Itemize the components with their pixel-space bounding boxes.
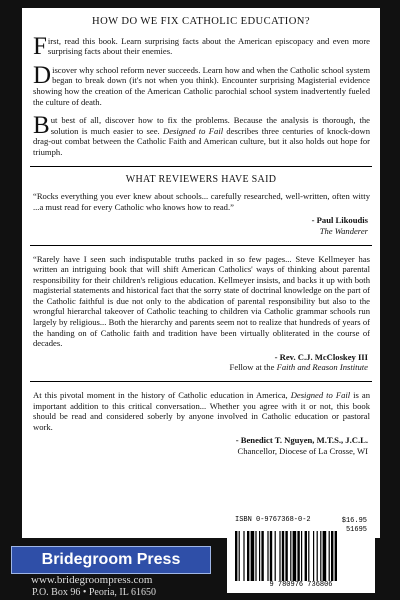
review-quote: At this pivotal moment in the history of Catholic education in America, Designed to Fail is an important addition to this critical conversation... Whether you agree with it or not, this book should be read and considered soberly by anyone involved in Catholic education or pastoral work.: [33, 390, 370, 432]
book-title: Designed to Fail: [162, 125, 224, 136]
review-3: [22, 390, 380, 457]
reviewer-affiliation: Fellow at the Faith and Reason Institute: [229, 362, 368, 373]
drop-cap: D: [33, 61, 52, 89]
divider: [30, 166, 372, 167]
intro-paragraph-1: First, read this book. Learn surprising facts about the American episcopacy and even more surprising facts about their enemies.: [33, 32, 370, 60]
intro-paragraph-2: Discover why school reform never succeeds. Learn how and when the Catholic school system began to break down (it's not when you think). Encounter surprising Magisterial evidence showing how the creation of the American Catholic parochial school system inadvertently fueled the culture of death.: [33, 61, 370, 107]
text-panel: [22, 8, 380, 538]
review-2: [22, 254, 380, 374]
price-label: $16.95: [341, 517, 367, 525]
publisher-logo: Bridegroom Press: [11, 546, 211, 574]
addon-number: 51695: [345, 526, 367, 534]
reviewer-name: - Benedict T. Nguyen, M.T.S., J.C.L.: [235, 435, 368, 446]
reviewer-affiliation: The Wanderer: [319, 225, 368, 236]
reviewer-name: - Paul Likoudis: [311, 215, 368, 226]
barcode-number: 9 780976 736806: [269, 581, 333, 589]
intro-paragraph-3: But best of all, discover how to fix the problems. Because the analysis is thorough, the solution is much easier to see. Designed to Fail describes three centuries of knock-down drag-out combat between the Catholic Faith and American culture, but it also holds out hope for triumph.: [33, 112, 370, 157]
isbn-label: ISBN 0-9767368-0-2: [235, 516, 311, 524]
divider: [30, 381, 372, 382]
barcode-area: [227, 513, 375, 593]
publisher-address: P.O. Box 96 • Peoria, IL 61650: [32, 587, 156, 598]
barcode-icon: [235, 531, 367, 581]
reviewers-heading: WHAT REVIEWERS HAVE SAID: [125, 173, 277, 185]
review-1: [22, 191, 380, 236]
reviewer-name: - Rev. C.J. McCloskey III: [274, 351, 368, 362]
review-quote: “Rarely have I seen such indisputable truths packed in so few pages... Steve Kellmeyer has written an intriguing book that will shift American Catholics' ways of thinking about parental responsibility for their children's religious education. Kellmeyer insists, and backs it up with both magisterial statements and historical fact that the sorry state of doctrinal knowledge on the part of the Catholic faithful is due not only to the abdication of parental responsibility but also to the wrongful hierarchal takeover of Catholic teaching to children via Catholic grammar schools run largely by religious... Both the hierarchy and parents seem not to realize that hundreds of years of the handing on of Catholic faith and tradition have been virtually obliterated in the course of decades.: [33, 253, 370, 349]
drop-cap: F: [33, 32, 47, 60]
review-quote: “Rocks everything you ever knew about schools... carefully researched, well-written, often witty ...a must read for every Catholic who knows how to read.”: [33, 191, 370, 212]
publisher-url[interactable]: www.bridegroompress.com: [31, 574, 153, 586]
book-title: Designed to Fail: [290, 390, 351, 401]
cover-heading: HOW DO WE FIX CATHOLIC EDUCATION?: [92, 16, 310, 27]
reviewer-affiliation: Chancellor, Diocese of La Crosse, WI: [237, 446, 368, 456]
drop-cap: B: [33, 112, 50, 140]
divider: [30, 245, 372, 246]
